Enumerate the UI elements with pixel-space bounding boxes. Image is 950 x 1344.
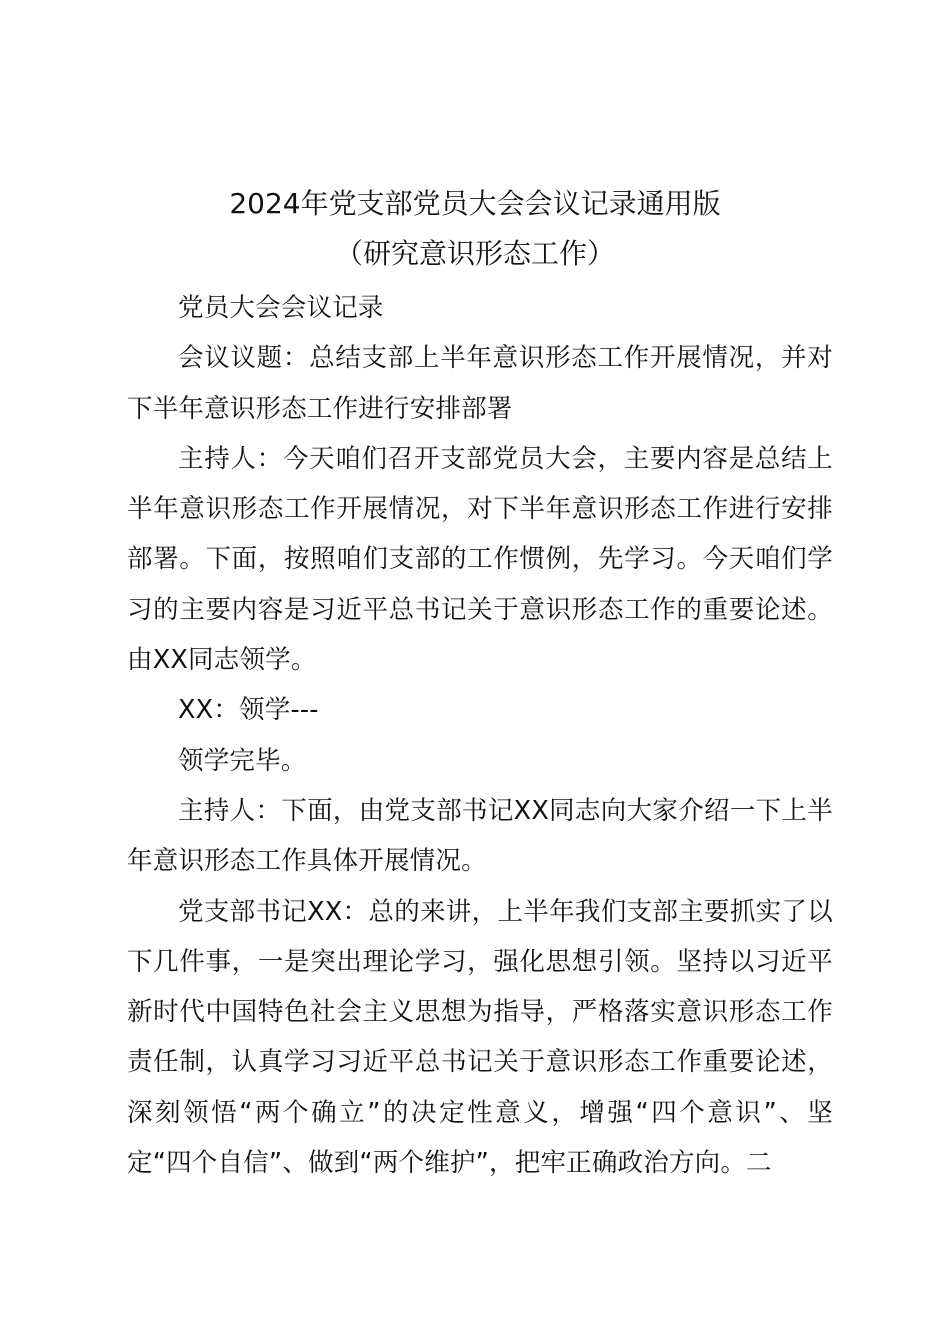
document-subtitle: （研究意识形态工作） — [334, 237, 615, 270]
paragraph-host-introduction: 主持人：下面，由党支部书记XX同志向大家介绍一下上半年意识形态工作具体开展情况。 — [127, 795, 833, 877]
paragraph-lead-study: XX：领学--- — [178, 695, 319, 726]
paragraph-study-complete: 领学完毕。 — [178, 745, 307, 776]
paragraph-host-opening: 主持人：今天咱们召开支部党员大会，主要内容是总结上半年意识形态工作开展情况，对下半年意识形态工作进行安排部署。下面，按照咱们支部的工作惯例，先学习。今天咱们学习的主要内容是习近平总书记关于意识形态工作的重要论述。由XX同志领学。 — [127, 443, 833, 676]
paragraph-meeting-record-heading: 党员大会会议记录 — [178, 293, 384, 323]
document-body — [127, 283, 833, 1188]
paragraph-meeting-topic: 会议议题：总结支部上半年意识形态工作开展情况，并对下半年意识形态工作进行安排部署 — [127, 343, 833, 424]
paragraph-secretary-report: 党支部书记XX：总的来讲，上半年我们支部主要抓实了以下几件事，一是突出理论学习，强化思想引领。坚持以习近平新时代中国特色社会主义思想为指导，严格落实意识形态工作责任制，认真学习习近平总书记关于意识形态工作重要论述，深刻领悟“两个确立”的决定性意义，增强“四个意识”、坚定“四个自信”、做到“两个维护”，把牢正确政治方向。二 — [127, 896, 833, 1179]
document-title: 2024年党支部党员大会会议记录通用版 — [229, 187, 721, 220]
